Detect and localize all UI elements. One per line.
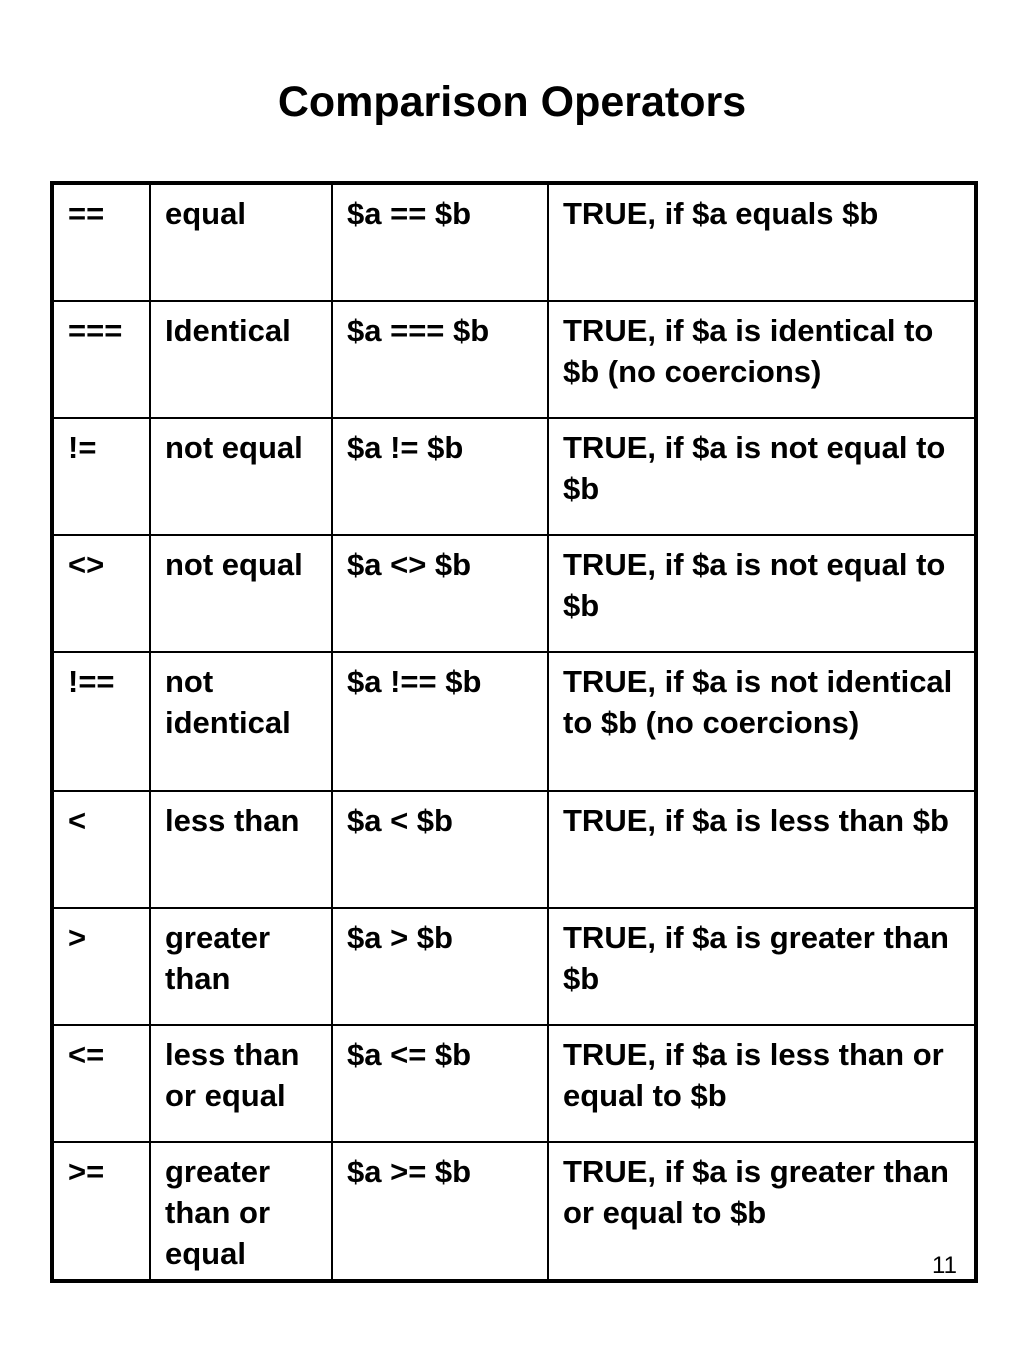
table-row [52,791,976,908]
operator-name-cell: not equal [150,418,332,535]
operator-name-cell: Identical [150,301,332,418]
operator-cell: == [52,183,150,301]
result-cell: TRUE, if $a is less than $b [548,791,976,908]
comparison-operators-table [50,181,978,1283]
operator-cell: != [52,418,150,535]
example-cell: $a != $b [332,418,548,535]
example-cell: $a <> $b [332,535,548,652]
example-cell: $a >= $b [332,1142,548,1281]
table-row [52,908,976,1025]
operator-cell: <> [52,535,150,652]
operator-name-cell: not identical [150,652,332,791]
operator-name-cell: not equal [150,535,332,652]
example-cell: $a === $b [332,301,548,418]
result-cell: TRUE, if $a is less than or equal to $b [548,1025,976,1142]
result-cell: TRUE, if $a is greater than $b [548,908,976,1025]
operator-name-cell: greater than [150,908,332,1025]
page-number: 11 [932,1252,957,1279]
example-cell: $a < $b [332,791,548,908]
table-row [52,418,976,535]
slide-title: Comparison Operators [277,78,747,126]
result-cell: TRUE, if $a is not equal to $b [548,535,976,652]
example-cell: $a <= $b [332,1025,548,1142]
result-cell: TRUE, if $a is not identical to $b (no coercions) [548,652,976,791]
example-cell: $a > $b [332,908,548,1025]
operator-cell: !== [52,652,150,791]
table-row [52,535,976,652]
operator-name-cell: greater than or equal [150,1142,332,1281]
result-cell: TRUE, if $a is greater than or equal to $b [548,1142,976,1281]
operator-name-cell: less than [150,791,332,908]
operator-cell: === [52,301,150,418]
operator-cell: > [52,908,150,1025]
result-cell: TRUE, if $a equals $b [548,183,976,301]
operator-name-cell: equal [150,183,332,301]
table-row [52,1025,976,1142]
table-row [52,652,976,791]
operator-cell: < [52,791,150,908]
example-cell: $a == $b [332,183,548,301]
operator-cell: <= [52,1025,150,1142]
table-row [52,183,976,301]
operator-cell: >= [52,1142,150,1281]
operator-name-cell: less than or equal [150,1025,332,1142]
table-row [52,301,976,418]
result-cell: TRUE, if $a is identical to $b (no coercions) [548,301,976,418]
result-cell: TRUE, if $a is not equal to $b [548,418,976,535]
example-cell: $a !== $b [332,652,548,791]
table-row [52,1142,976,1281]
